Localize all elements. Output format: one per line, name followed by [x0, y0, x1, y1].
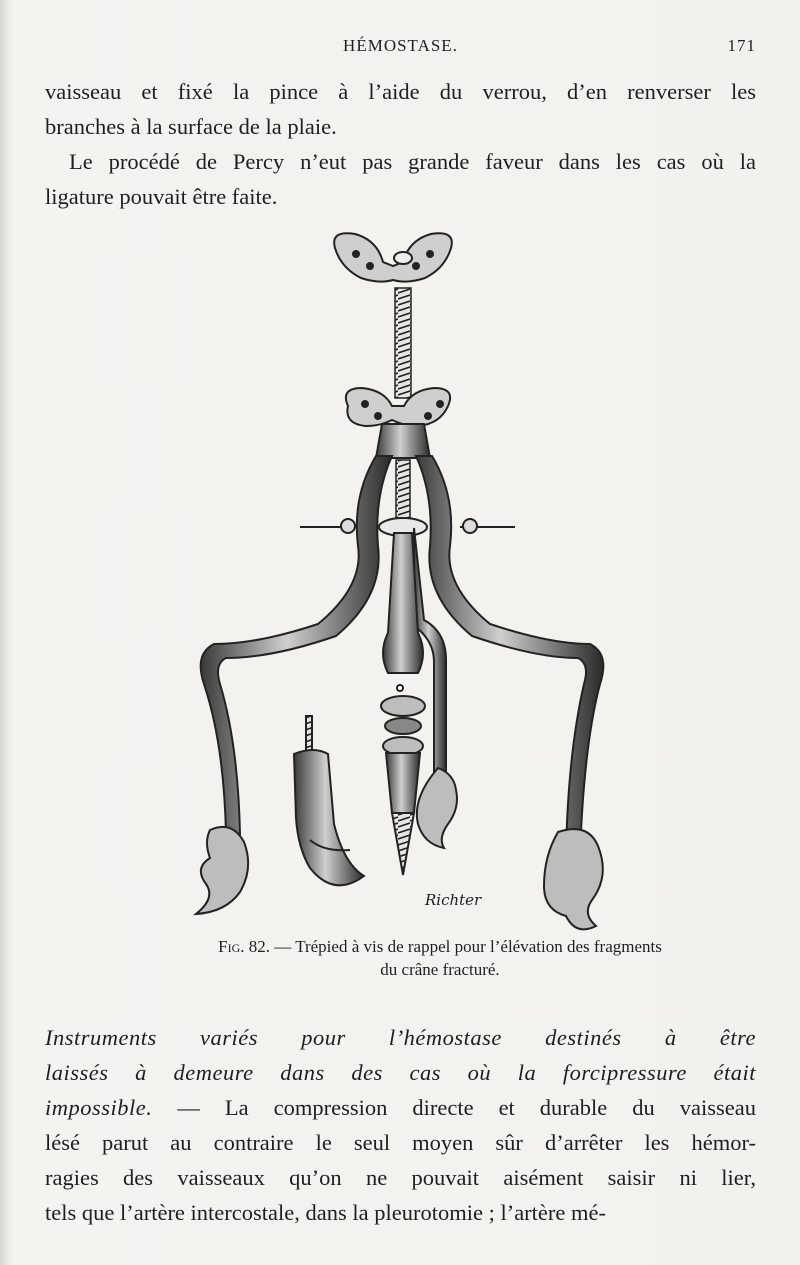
text-line: branches à la surface de la plaie.	[45, 114, 337, 139]
paragraph-instruments	[45, 1020, 756, 1230]
figure-caption	[170, 935, 710, 981]
italic-heading: laissés à demeure dans des cas où la forcipressure était	[45, 1060, 756, 1085]
figure-illustration	[170, 228, 630, 933]
text-line	[45, 1090, 756, 1125]
page-number: 171	[727, 36, 756, 55]
back-foot-pad	[417, 768, 457, 848]
text-line: ragies des vaisseaux qu’on ne pouvait aisément saisir ni lier,	[45, 1165, 756, 1190]
paragraph-continuation	[45, 74, 756, 144]
text-line: ligature pouvait être faite.	[45, 184, 278, 209]
text-line	[45, 1055, 756, 1090]
text-line: Le procédé de Percy n’eut pas grande faveur dans les cas où la	[69, 149, 756, 174]
top-wing-nut	[334, 233, 452, 281]
page-edge-shadow	[0, 0, 14, 1265]
paragraph-percy	[45, 144, 756, 214]
engraver-signature: Richter	[425, 891, 482, 909]
caption-text-line2: du crâne fracturé.	[380, 960, 500, 979]
tripod-hub	[376, 424, 430, 458]
text-line	[45, 1020, 756, 1055]
text-run: — La compression directe et durable du vaisseau	[152, 1095, 756, 1120]
main-screw	[395, 288, 411, 398]
left-foot-pad	[196, 827, 248, 914]
text-line: lésé parut au contraire le seul moyen sûr d’arrêter les hémor-	[45, 1130, 756, 1155]
running-title: HÉMOSTASE.	[343, 36, 458, 55]
tripod-engraving	[170, 228, 630, 933]
italic-heading: impossible.	[45, 1095, 153, 1120]
italic-heading: Instruments variés pour l’hémostase destinés à être	[45, 1025, 756, 1050]
right-foot-pad	[544, 829, 603, 929]
text-line: tels que l’artère intercostale, dans la pleurotomie ; l’artère mé-	[45, 1200, 606, 1225]
running-head	[45, 36, 756, 60]
detached-screw-tip	[294, 716, 364, 885]
caption-text: — Trépied à vis de rappel pour l’élévation des fragments	[270, 937, 662, 956]
text-line: vaisseau et fixé la pince à l’aide du verrou, d’en renverser les	[45, 79, 756, 104]
figure-label: Fig. 82.	[218, 937, 270, 956]
